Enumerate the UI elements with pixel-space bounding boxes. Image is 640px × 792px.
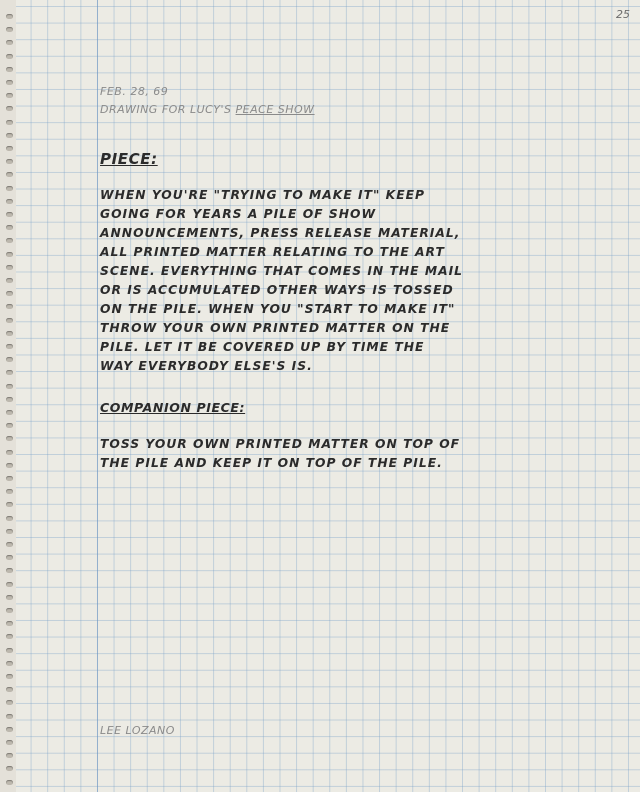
binding-hole [6,93,13,98]
binding-hole [6,304,13,309]
piece-line: WHEN YOU'RE "TRYING TO MAKE IT" KEEP [100,188,426,202]
binding-hole [6,780,13,785]
binding-hole [6,674,13,679]
piece-title: PIECE: [100,150,158,168]
binding-hole [6,489,13,494]
binding-hole [6,159,13,164]
binding-hole [6,450,13,455]
binding-hole [6,621,13,626]
binding-hole [6,278,13,283]
spiral-binding [0,0,16,792]
binding-hole [6,476,13,481]
subtitle-prefix: DRAWING FOR LUCY'S [100,103,232,116]
piece-line: WAY EVERYBODY ELSE'S IS. [100,359,313,373]
margin-line [97,0,98,792]
binding-hole [6,331,13,336]
binding-hole [6,199,13,204]
binding-hole [6,146,13,151]
binding-hole [6,753,13,758]
binding-hole [6,661,13,666]
binding-hole [6,54,13,59]
binding-hole [6,766,13,771]
piece-line: OR IS ACCUMULATED OTHER WAYS IS TOSSED [100,283,454,297]
binding-hole [6,357,13,362]
binding-hole [6,582,13,587]
binding-hole [6,106,13,111]
date-note: FEB. 28, 69 [100,85,169,98]
page-number: 25 [616,8,630,21]
binding-hole [6,397,13,402]
binding-hole [6,436,13,441]
piece-line: ON THE PILE. WHEN YOU "START TO MAKE IT" [100,302,456,316]
binding-hole [6,27,13,32]
binding-hole [6,265,13,270]
binding-hole [6,238,13,243]
binding-hole [6,384,13,389]
binding-hole [6,252,13,257]
binding-hole [6,516,13,521]
binding-hole [6,410,13,415]
binding-hole [6,14,13,19]
binding-hole [6,700,13,705]
binding-hole [6,555,13,560]
binding-hole [6,423,13,428]
binding-hole [6,727,13,732]
companion-line: TOSS YOUR OWN PRINTED MATTER ON TOP OF [100,437,461,451]
binding-hole [6,120,13,125]
binding-hole [6,318,13,323]
binding-hole [6,568,13,573]
binding-hole [6,740,13,745]
binding-hole [6,714,13,719]
binding-hole [6,40,13,45]
binding-hole [6,502,13,507]
piece-line: PILE. LET IT BE COVERED UP BY TIME THE [100,340,425,354]
binding-hole [6,634,13,639]
binding-hole [6,463,13,468]
binding-hole [6,80,13,85]
piece-line: ALL PRINTED MATTER RELATING TO THE ART [100,245,445,259]
binding-hole [6,542,13,547]
piece-line: THROW YOUR OWN PRINTED MATTER ON THE [100,321,451,335]
binding-hole [6,67,13,72]
binding-hole [6,370,13,375]
subtitle-underlined: PEACE SHOW [235,103,315,116]
binding-hole [6,172,13,177]
piece-line: SCENE. EVERYTHING THAT COMES IN THE MAIL [100,264,464,278]
binding-hole [6,529,13,534]
companion-title: COMPANION PIECE: [100,400,246,415]
binding-hole [6,344,13,349]
piece-line: ANNOUNCEMENTS, PRESS RELEASE MATERIAL, [100,226,461,240]
binding-hole [6,212,13,217]
binding-hole [6,595,13,600]
binding-hole [6,133,13,138]
subtitle-note [100,103,315,116]
binding-hole [6,687,13,692]
piece-line: GOING FOR YEARS A PILE OF SHOW [100,207,377,221]
binding-hole [6,648,13,653]
companion-line: THE PILE AND KEEP IT ON TOP OF THE PILE. [100,456,443,470]
binding-hole [6,225,13,230]
binding-hole [6,291,13,296]
binding-hole [6,186,13,191]
binding-hole [6,608,13,613]
signature: LEE LOZANO [100,724,175,737]
